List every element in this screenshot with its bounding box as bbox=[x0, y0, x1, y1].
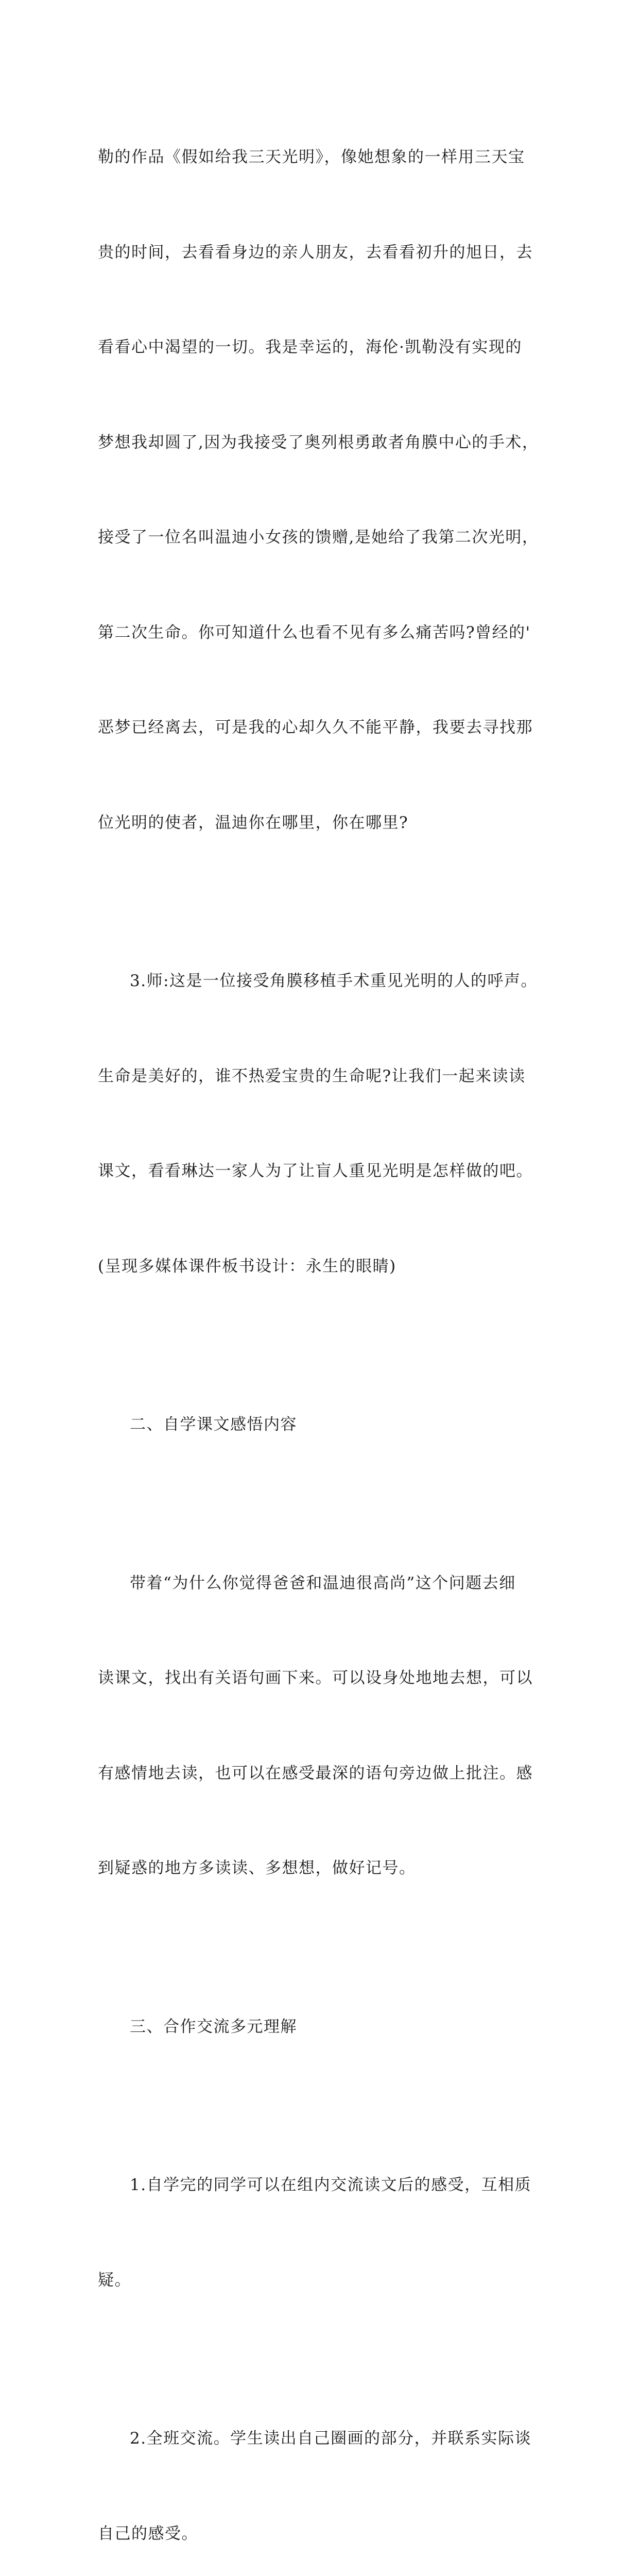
list-item-2 bbox=[98, 2360, 551, 2576]
text-line: 梦想我却圆了,因为我接受了奥列根勇敢者角膜中心的手术， bbox=[98, 433, 539, 452]
section-heading: 三、合作交流多元理解 bbox=[130, 2017, 297, 2036]
text-line: (呈现多媒体课件板书设计：永生的眼睛) bbox=[98, 1257, 396, 1276]
paragraph-reading-task bbox=[98, 1504, 551, 1948]
text-line: 疑。 bbox=[98, 2270, 131, 2290]
text-line: 课文，看看琳达一家人为了让盲人重见光明是怎样做的吧。 bbox=[98, 1162, 533, 1180]
text-line: 恶梦已经离去，可是我的心却久久不能平静，我要去寻找那 bbox=[98, 718, 533, 737]
paragraph-letter-quote bbox=[98, 78, 551, 902]
section-heading: 二、自学课文感悟内容 bbox=[130, 1415, 297, 1434]
text-line: 2.全班交流。学生读出自己圈画的部分，并联系实际谈 bbox=[130, 2429, 532, 2448]
text-line: 有感情地去读，也可以在感受最深的语句旁边做上批注。感 bbox=[98, 1764, 533, 1783]
text-line: 勒的作品《假如给我三天光明》，像她想象的一样用三天宝 bbox=[98, 148, 525, 166]
text-line: 到疑惑的地方多读读、多想想，做好记号。 bbox=[98, 1859, 416, 1877]
text-line: 位光明的使者，温迪你在哪里，你在哪里? bbox=[98, 813, 409, 832]
text-line: 带着“为什么你觉得爸爸和温迪很高尚”这个问题去细 bbox=[130, 1573, 516, 1592]
section-heading-self-study bbox=[98, 1346, 551, 1504]
text-line: 生命是美好的，谁不热爱宝贵的生命呢?让我们一起来读读 bbox=[98, 1066, 526, 1086]
text-line: 第二次生命。你可知道什么也看不见有多么痛苦吗?曾经的' bbox=[98, 623, 531, 642]
paragraph-teacher-intro bbox=[98, 902, 551, 1346]
text-line: 3.师:这是一位接受角膜移植手术重见光明的人的呼声。 bbox=[130, 972, 538, 990]
body-text bbox=[98, 78, 551, 2576]
text-line: 接受了一位名叫温迪小女孩的馈赠,是她给了我第二次光明， bbox=[98, 528, 539, 547]
text-line: 贵的时间，去看看身边的亲人朋友，去看看初升的旭日，去 bbox=[98, 243, 533, 262]
section-heading-cooperation bbox=[98, 1948, 551, 2107]
text-line: 看看心中渴望的一切。我是幸运的，海伦·凯勒没有实现的 bbox=[98, 338, 522, 357]
text-line: 1.自学完的同学可以在组内交流读文后的感受，互相质 bbox=[130, 2176, 532, 2194]
text-line: 自己的感受。 bbox=[98, 2524, 198, 2543]
list-item-1 bbox=[98, 2106, 551, 2360]
text-line: 读课文，找出有关语句画下来。可以设身处地地去想，可以 bbox=[98, 1669, 533, 1687]
